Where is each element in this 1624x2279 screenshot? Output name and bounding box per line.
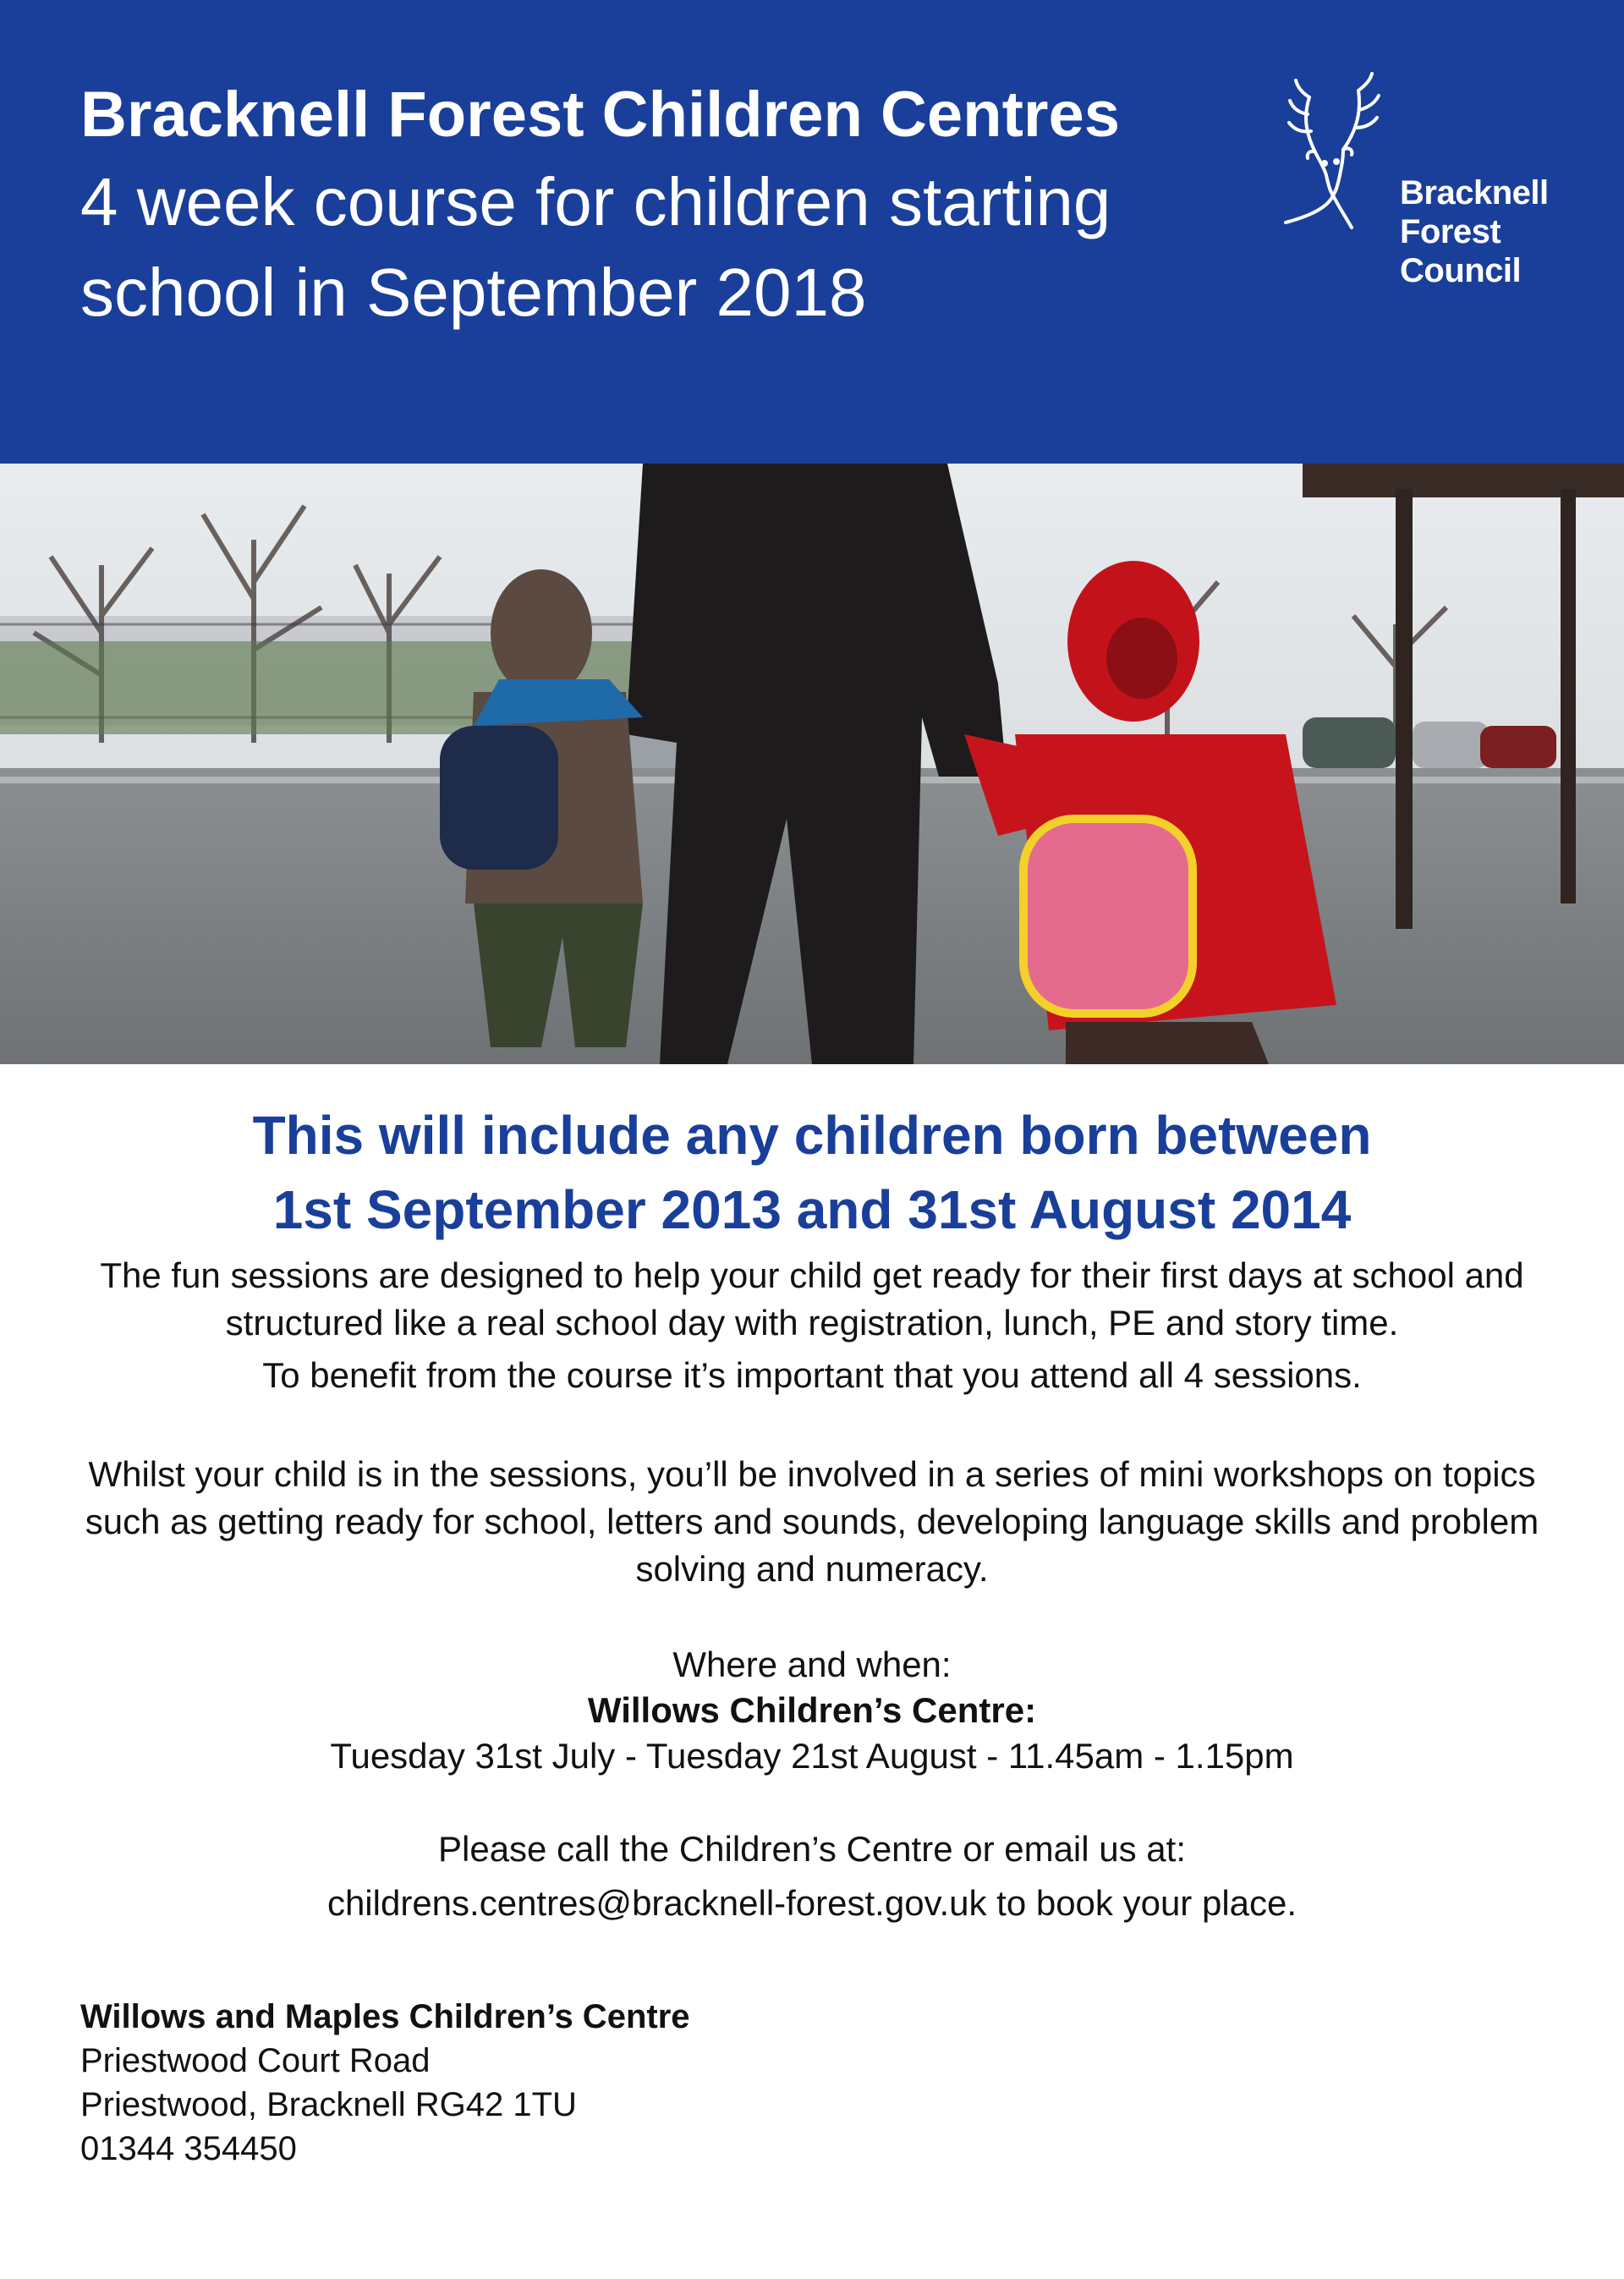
phone-number[interactable]: 01344 354450 [80, 2130, 297, 2167]
header-banner [0, 0, 1624, 464]
family-walking-photo [0, 464, 1624, 1064]
council-logo [1277, 72, 1565, 289]
contact-email[interactable]: childrens.centres@bracknell-forest.gov.uk to book your place. [326, 1883, 1298, 1923]
address-street: Priestwood Court Road [80, 2042, 431, 2079]
address-town: Priestwood, Bracknell RG42 1TU [80, 2086, 577, 2123]
venue-name: Willows Children’s Centre: [587, 1690, 1037, 1730]
centre-address [80, 1995, 690, 2171]
attendance-note: To benefit from the course it’s important that you attend all 4 sessions. [262, 1355, 1362, 1395]
council-logo-text: Bracknell Forest Council [1400, 174, 1549, 289]
workshops-paragraph: Whilst your child is in the sessions, you’ll be involved in a series of mini workshops on topics such as getting ready for school, letters and sounds, developing language skills and problem solving and numeracy. [85, 1454, 1539, 1589]
page-title: Bracknell Forest Children Centres [80, 79, 1121, 151]
centre-name: Willows and Maples Children’s Centre [80, 1998, 690, 2035]
course-dates: Tuesday 31st July - Tuesday 21st August - 11.45am - 1.15pm [330, 1736, 1294, 1776]
schedule-label: Where and when: [672, 1645, 952, 1684]
stag-head-icon [1277, 72, 1404, 250]
eligibility-headline: This will include any children born between 1st September 2013 and 31st August 2014 [252, 1105, 1372, 1240]
hero-photo [0, 464, 1624, 1064]
contact-instruction: Please call the Children’s Centre or email us at: [438, 1829, 1186, 1869]
page-subtitle: 4 week course for children starting school in September 2018 [80, 164, 1111, 330]
intro-paragraph: The fun sessions are designed to help your child get ready for their first days at school and structured like a real school day with registration, lunch, PE and story time. [100, 1255, 1524, 1343]
